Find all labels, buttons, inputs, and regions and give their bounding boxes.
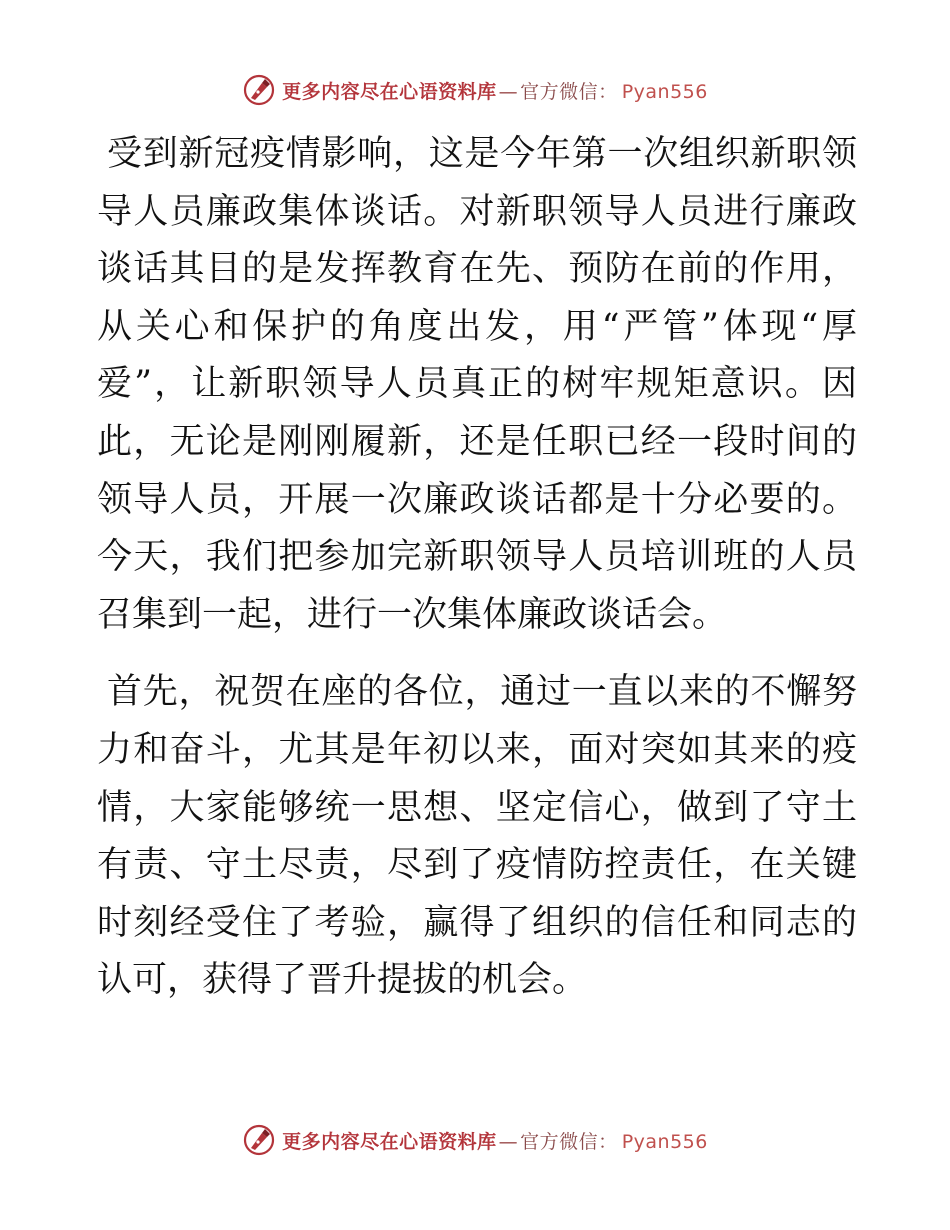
- footer-wechat-id: Pyan556: [621, 1130, 708, 1153]
- pen-nib-logo-icon: [242, 73, 276, 107]
- header-separator: —: [498, 80, 519, 103]
- footer-banner: [0, 1120, 950, 1160]
- header-banner: [0, 70, 950, 110]
- pen-nib-logo-icon: [242, 1123, 276, 1157]
- document-body: [97, 126, 857, 1010]
- footer-promo: [282, 1127, 708, 1154]
- paragraph-2: 首先，祝贺在座的各位，通过一直以来的不懈努力和奋斗，尤其是年初以来，面对突如其来的疫情，大家能够统一思想、坚定信心，做到了守土有责、守土尽责，尽到了疫情防控责任，在关键时刻经受住了考验，赢得了组织的信任和同志的认可，获得了晋升提拔的机会。: [97, 672, 857, 1001]
- footer-wechat-label: 官方微信：: [520, 1130, 618, 1153]
- footer-promo-text: 更多内容尽在心语资料库: [282, 1130, 497, 1153]
- header-wechat-label: 官方微信：: [520, 80, 618, 103]
- footer-separator: —: [498, 1130, 519, 1153]
- header-promo: [282, 77, 708, 104]
- header-wechat-id: Pyan556: [621, 80, 708, 103]
- header-promo-text: 更多内容尽在心语资料库: [282, 80, 497, 103]
- paragraph-1: 受到新冠疫情影响，这是今年第一次组织新职领导人员廉政集体谈话。对新职领导人员进行廉政谈话其目的是发挥教育在先、预防在前的作用，从关心和保护的角度出发，用“严管”体现“厚爱”，让新职领导人员真正的树牢规矩意识。因此，无论是刚刚履新，还是任职已经一段时间的领导人员，开展一次廉政谈话都是十分必要的。今天，我们把参加完新职领导人员培训班的人员召集到一起，进行一次集体廉政谈话会。: [97, 134, 857, 635]
